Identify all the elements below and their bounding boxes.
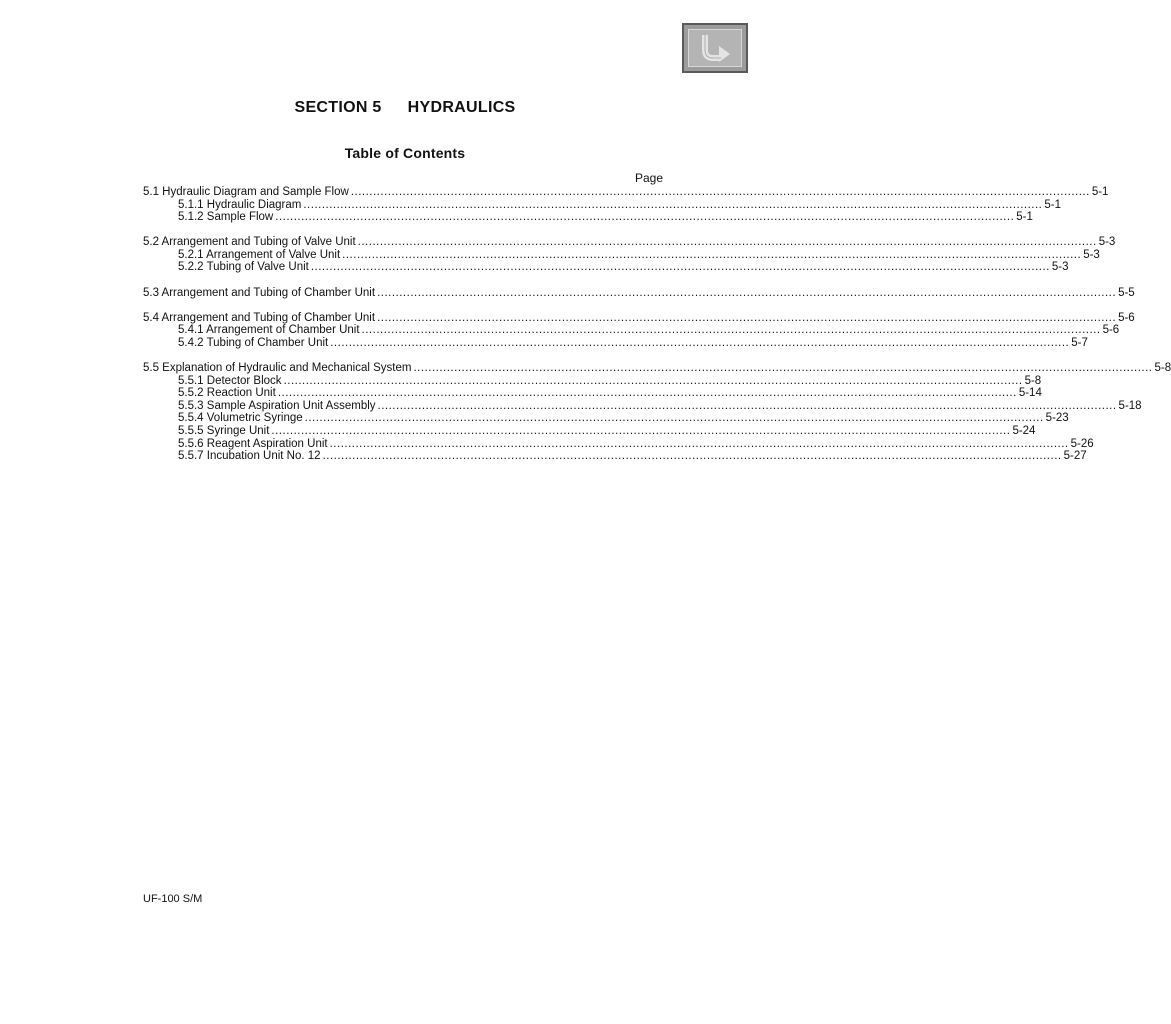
toc-entry-page: 5-3	[1083, 248, 1100, 261]
toc-title: Table of Contents	[344, 145, 466, 161]
toc-leader-dots: ........................................................................................................................................................................................................	[283, 374, 1023, 387]
toc-subentry[interactable]	[143, 424, 1036, 438]
toc-entry-label: 5.5.3 Sample Aspiration Unit Assembly	[178, 399, 376, 412]
toc-leader-dots: ........................................................................................................................................................................................................	[303, 198, 1043, 211]
toc-leader-dots: ........................................................................................................................................................................................................	[413, 361, 1153, 374]
toc-entry-label: 5.1.1 Hydraulic Diagram	[178, 198, 302, 211]
toc-entry-page: 5-23	[1045, 412, 1069, 425]
section-number: SECTION 5	[294, 99, 382, 116]
toc-entry-label: 5.5.6 Reagent Aspiration Unit	[178, 437, 328, 450]
toc-entry-page: 5-1	[1044, 198, 1061, 211]
toc-entry-page: 5-1	[1016, 211, 1033, 224]
toc-entry-page: 5-26	[1070, 437, 1094, 450]
table-of-contents	[143, 170, 1171, 463]
toc-subentry[interactable]	[143, 412, 1069, 425]
toc-entry-page: 5-7	[1071, 336, 1088, 349]
group-spacer	[143, 349, 663, 362]
return-arrow-icon	[695, 32, 735, 64]
toc-entry-label: 5.5.4 Volumetric Syringe	[178, 412, 303, 425]
toc-entries	[143, 186, 1171, 463]
toc-leader-dots: ........................................................................................................................................................................................................	[377, 311, 1117, 324]
toc-leader-dots: ........................................................................................................................................................................................................	[357, 236, 1097, 249]
toc-entry[interactable]	[143, 236, 1116, 249]
toc-entry-label: 5.2.1 Arrangement of Valve Unit	[178, 248, 341, 261]
toc-leader-dots: ........................................................................................................................................................................................................	[310, 261, 1050, 274]
toc-subentry[interactable]	[143, 324, 1120, 337]
section-title	[0, 99, 810, 117]
toc-entry-page: 5-18	[1118, 399, 1142, 412]
toc-leader-dots: ........................................................................................................................................................................................................	[275, 211, 1015, 224]
group-spacer	[143, 224, 663, 237]
toc-entry-label: 5.1 Hydraulic Diagram and Sample Flow	[143, 186, 349, 198]
toc-entry-label: 5.5 Explanation of Hydraulic and Mechanical System	[143, 361, 412, 374]
toc-subentry[interactable]	[143, 374, 1042, 388]
group-spacer	[143, 274, 663, 287]
toc-entry-label: 5.2 Arrangement and Tubing of Valve Unit	[143, 236, 356, 249]
footer-doc-id: UF-100 S/M	[143, 893, 203, 905]
toc-entry-page: 5-3	[1051, 261, 1069, 274]
toc-entry-page: 5-8	[1154, 361, 1171, 374]
toc-leader-dots: ........................................................................................................................................................................................................	[322, 450, 1062, 463]
toc-entry-page: 5-24	[1012, 424, 1036, 437]
toc-leader-dots: ........................................................................................................................................................................................................	[377, 286, 1117, 299]
toc-leader-dots: ........................................................................................................................................................................................................	[277, 387, 1017, 400]
toc-entry-page: 5-14	[1018, 387, 1042, 400]
toc-subentry[interactable]	[143, 261, 1069, 274]
toc-entry-page: 5-6	[1118, 311, 1135, 324]
toc-entry-label: 5.4 Arrangement and Tubing of Chamber Unit	[143, 311, 376, 324]
toc-subentry[interactable]	[143, 198, 1061, 212]
toc-entry-page: 5-1	[1091, 186, 1109, 198]
toc-subentry[interactable]	[143, 211, 1033, 224]
toc-entry[interactable]	[143, 186, 1109, 199]
toc-subentry[interactable]	[143, 399, 1142, 413]
toc-leader-dots: ........................................................................................................................................................................................................	[342, 248, 1082, 261]
section-name: HYDRAULICS	[407, 99, 516, 116]
toc-entry-label: 5.5.7 Incubation Unit No. 12	[178, 450, 321, 463]
toc-subentry[interactable]	[143, 336, 1088, 350]
toc-leader-dots: ........................................................................................................................................................................................................	[377, 399, 1117, 412]
toc-entry-label: 5.3 Arrangement and Tubing of Chamber Unit	[143, 286, 376, 299]
toc-subentry[interactable]	[143, 437, 1094, 451]
toc-entry-page: 5-5	[1118, 286, 1135, 299]
toc-entry[interactable]	[143, 286, 1135, 300]
toc-entry-label: 5.5.5 Syringe Unit	[178, 424, 270, 437]
toc-leader-dots: ........................................................................................................................................................................................................	[350, 186, 1090, 198]
toc-entry-label: 5.5.1 Detector Block	[178, 374, 282, 387]
toc-entry-label: 5.1.2 Sample Flow	[178, 211, 274, 224]
toc-entry-label: 5.2.2 Tubing of Valve Unit	[178, 261, 309, 274]
toc-entry-label: 5.4.1 Arrangement of Chamber Unit	[178, 324, 360, 337]
toc-entry-page: 5-6	[1102, 324, 1120, 337]
toc-entry[interactable]	[143, 311, 1135, 325]
group-spacer	[143, 299, 663, 312]
toc-entry-label: 5.4.2 Tubing of Chamber Unit	[178, 336, 329, 349]
toc-leader-dots: ........................................................................................................................................................................................................	[361, 324, 1101, 337]
toc-leader-dots: ........................................................................................................................................................................................................	[330, 336, 1070, 349]
toc-entry[interactable]	[143, 361, 1171, 375]
page-column-header: Page	[634, 171, 663, 185]
toc-entry-page: 5-8	[1024, 374, 1042, 387]
return-button[interactable]	[682, 23, 748, 73]
toc-entry-page: 5-27	[1063, 450, 1087, 463]
toc-subentry[interactable]	[143, 248, 1100, 262]
toc-subentry[interactable]	[143, 450, 1087, 463]
toc-leader-dots: ........................................................................................................................................................................................................	[304, 412, 1044, 425]
toc-entry-page: 5-3	[1098, 236, 1116, 249]
toc-entry-label: 5.5.2 Reaction Unit	[178, 387, 276, 400]
toc-leader-dots: ........................................................................................................................................................................................................	[271, 424, 1011, 437]
return-button-face[interactable]	[688, 29, 742, 67]
toc-leader-dots: ........................................................................................................................................................................................................	[329, 437, 1069, 450]
toc-subentry[interactable]	[143, 387, 1042, 400]
